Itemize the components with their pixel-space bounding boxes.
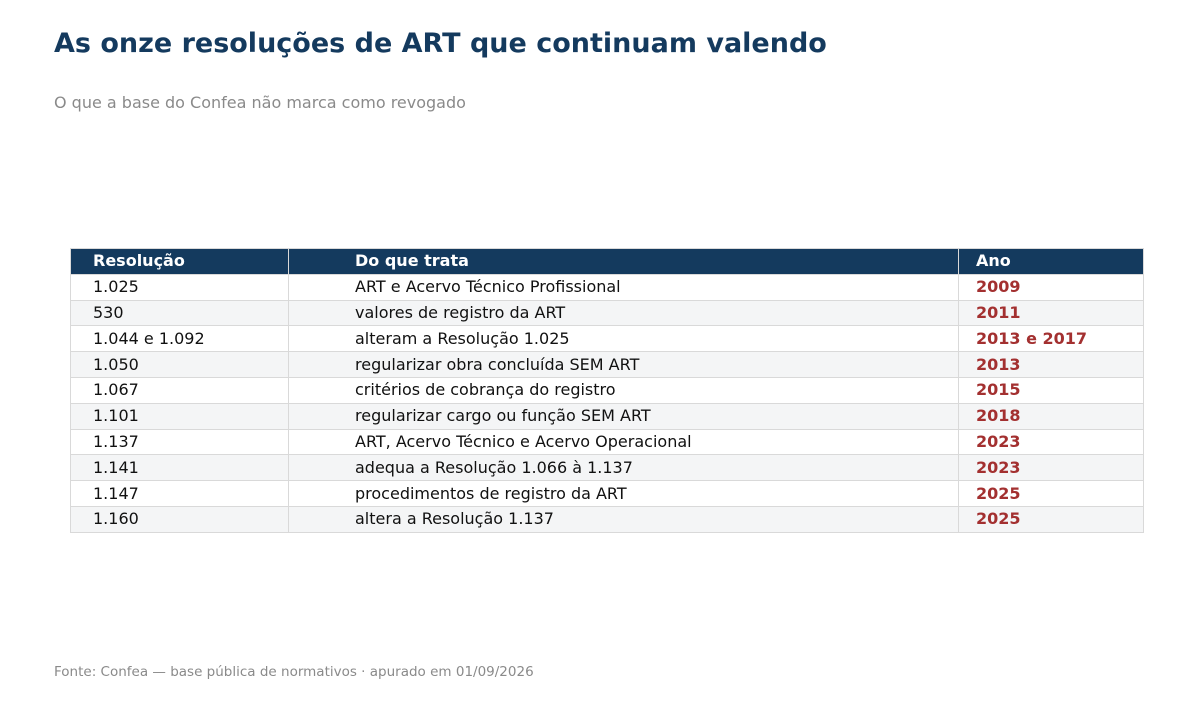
table-row [71, 377, 1144, 403]
table-row [71, 429, 1144, 455]
cell-resolucao: 1.067 [71, 377, 289, 403]
cell-resolucao: 1.101 [71, 403, 289, 429]
cell-resolucao: 1.044 e 1.092 [71, 326, 289, 352]
page-subtitle: O que a base do Confea não marca como revogado [54, 93, 466, 112]
cell-do-que-trata: valores de registro da ART [289, 300, 959, 326]
table-row [71, 455, 1144, 481]
table-body [71, 274, 1144, 532]
cell-do-que-trata: regularizar obra concluída SEM ART [289, 352, 959, 378]
cell-resolucao: 1.147 [71, 481, 289, 507]
cell-do-que-trata: ART e Acervo Técnico Profissional [289, 274, 959, 300]
cell-resolucao: 1.025 [71, 274, 289, 300]
resolutions-table [70, 248, 1144, 533]
column-header-resolucao: Resolução [71, 249, 289, 275]
cell-ano: 2018 [959, 403, 1144, 429]
cell-ano: 2013 e 2017 [959, 326, 1144, 352]
table-row [71, 481, 1144, 507]
cell-do-que-trata: altera a Resolução 1.137 [289, 506, 959, 532]
table-header [71, 249, 1144, 275]
table-row [71, 352, 1144, 378]
table-row [71, 300, 1144, 326]
cell-ano: 2009 [959, 274, 1144, 300]
cell-ano: 2011 [959, 300, 1144, 326]
table-row [71, 326, 1144, 352]
column-header-ano: Ano [959, 249, 1144, 275]
page-title: As onze resoluções de ART que continuam valendo [54, 28, 827, 59]
cell-ano: 2023 [959, 429, 1144, 455]
cell-resolucao: 1.160 [71, 506, 289, 532]
cell-do-que-trata: ART, Acervo Técnico e Acervo Operacional [289, 429, 959, 455]
cell-do-que-trata: regularizar cargo ou função SEM ART [289, 403, 959, 429]
table-header-row [71, 249, 1144, 275]
cell-do-que-trata: alteram a Resolução 1.025 [289, 326, 959, 352]
cell-resolucao: 1.050 [71, 352, 289, 378]
cell-resolucao: 1.137 [71, 429, 289, 455]
cell-ano: 2023 [959, 455, 1144, 481]
cell-ano: 2025 [959, 506, 1144, 532]
table-row [71, 274, 1144, 300]
cell-ano: 2015 [959, 377, 1144, 403]
cell-ano: 2025 [959, 481, 1144, 507]
cell-ano: 2013 [959, 352, 1144, 378]
table-row [71, 506, 1144, 532]
cell-do-que-trata: procedimentos de registro da ART [289, 481, 959, 507]
source-note: Fonte: Confea — base pública de normativos · apurado em 01/09/2026 [54, 664, 534, 680]
column-header-do-que-trata: Do que trata [289, 249, 959, 275]
cell-do-que-trata: critérios de cobrança do registro [289, 377, 959, 403]
cell-do-que-trata: adequa a Resolução 1.066 à 1.137 [289, 455, 959, 481]
cell-resolucao: 1.141 [71, 455, 289, 481]
table-row [71, 403, 1144, 429]
cell-resolucao: 530 [71, 300, 289, 326]
